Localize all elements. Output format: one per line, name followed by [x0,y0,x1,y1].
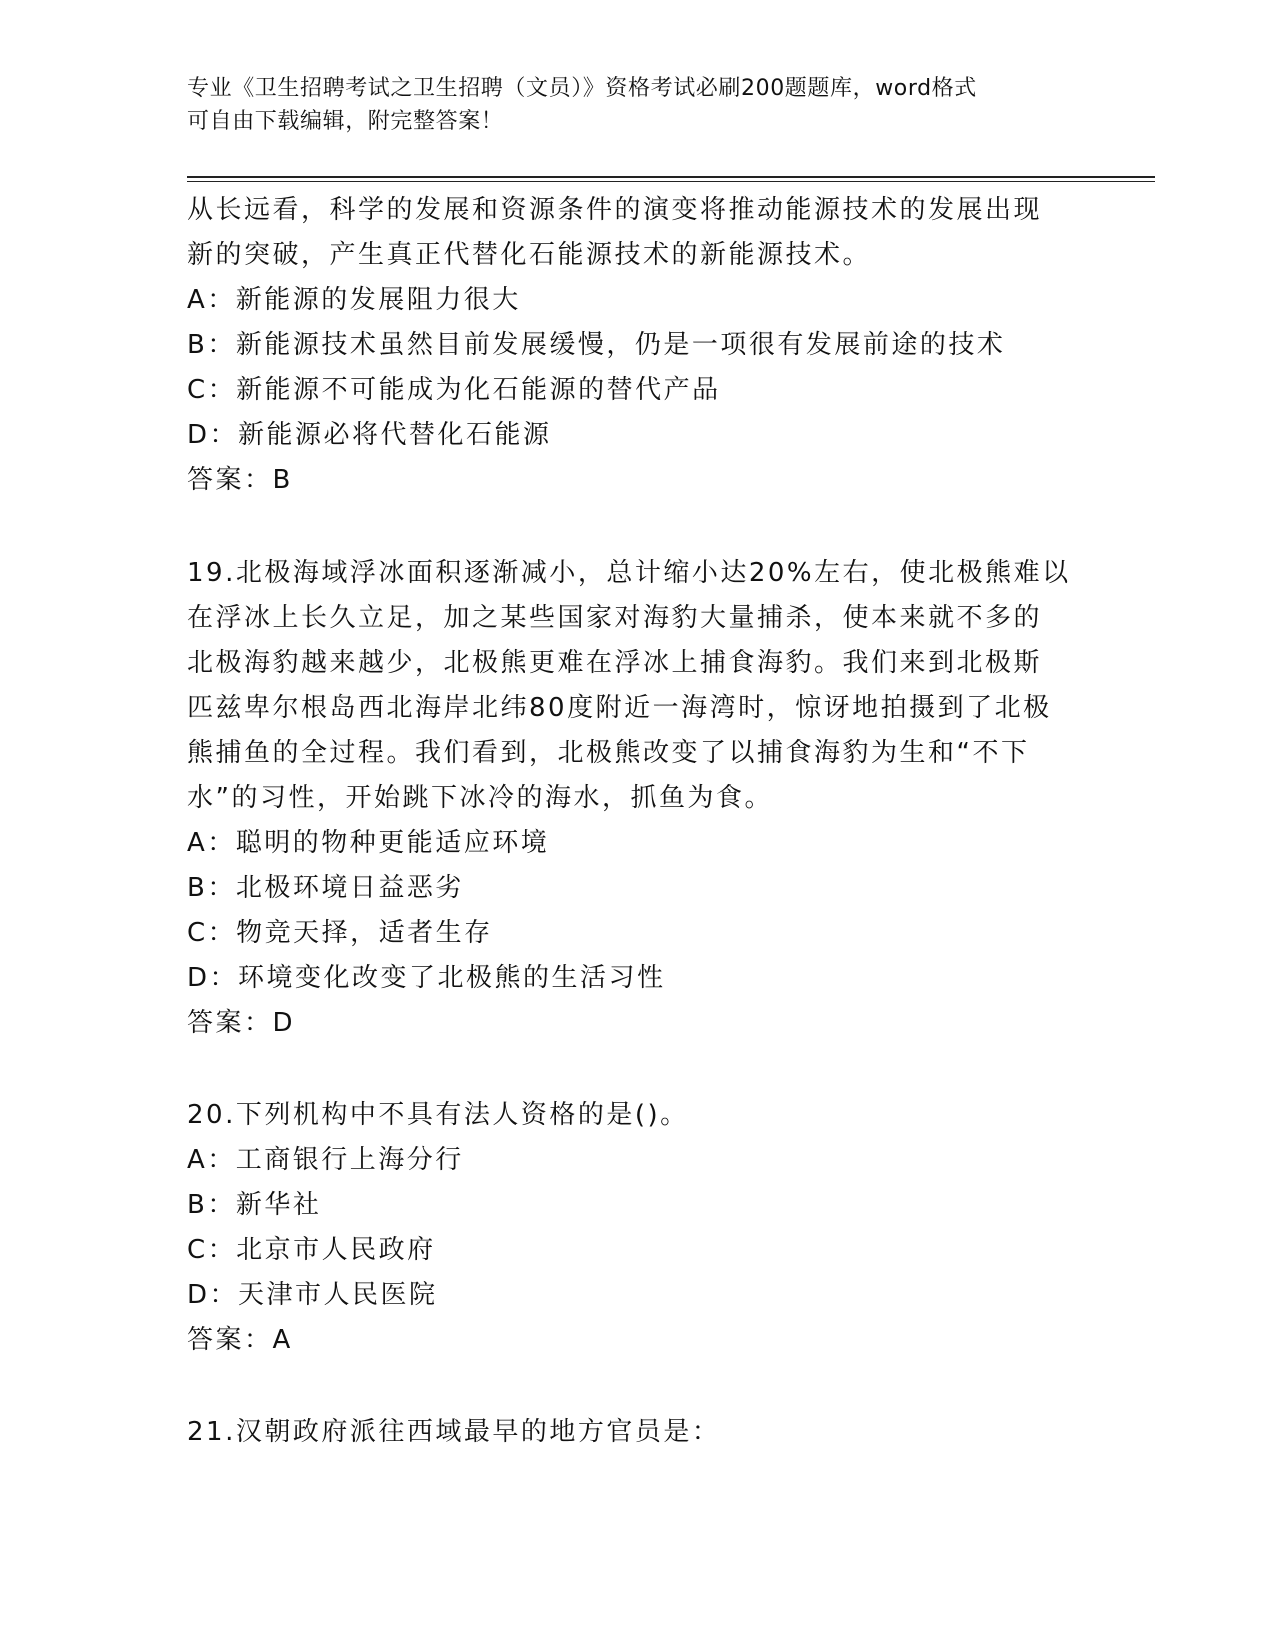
question-20-option-b: B：新华社 [187,1190,322,1220]
question-18 [187,188,1077,503]
question-19-option-a: A：聪明的物种更能适应环境 [187,828,550,858]
question-20-option-d: D：天津市人民医院 [187,1280,438,1310]
question-19-stem-line: 在浮冰上长久立足，加之某些国家对海豹大量捕杀，使本来就不多的 [187,603,1043,633]
question-21-stem: 21.汉朝政府派往西域最早的地方官员是： [187,1417,721,1447]
question-18-option-a: A：新能源的发展阻力很大 [187,285,521,315]
question-19-option-b: B：北极环境日益恶劣 [187,873,464,903]
header-divider-thick [187,176,1155,178]
header-line-1: 专业《卫生招聘考试之卫生招聘（文员）》资格考试必刷200题题库，word格式 [187,76,977,101]
question-19-stem-line: 北极海豹越来越少，北极熊更难在浮冰上捕食海豹。我们来到北极斯 [187,648,1043,678]
question-18-option-c: C：新能源不可能成为化石能源的替代产品 [187,375,721,405]
question-21 [187,1410,1077,1455]
question-18-answer: 答案：B [187,465,293,495]
question-18-stem-line: 从长远看，科学的发展和资源条件的演变将推动能源技术的发展出现 [187,195,1043,225]
spacer [187,1363,1077,1410]
spacer [187,503,1077,551]
spacer [187,1046,1077,1093]
question-19-stem-line: 匹兹卑尔根岛西北海岸北纬80度附近一海湾时，惊讶地拍摄到了北极 [187,693,1052,723]
question-18-option-b: B：新能源技术虽然目前发展缓慢，仍是一项很有发展前途的技术 [187,330,1006,360]
question-20-option-c: C：北京市人民政府 [187,1235,436,1265]
document-body [187,188,1077,1455]
question-19-option-c: C：物竞天择，适者生存 [187,918,493,948]
question-19-stem-line: 19.北极海域浮冰面积逐渐减小，总计缩小达20%左右，使北极熊难以 [187,558,1071,588]
question-19-stem-line: 水”的习性，开始跳下冰冷的海水，抓鱼为食。 [187,783,773,813]
question-18-option-d: D：新能源必将代替化石能源 [187,420,552,450]
header-line-2: 可自由下载编辑，附完整答案！ [187,109,504,134]
document-header [187,72,1077,138]
question-20-option-a: A：工商银行上海分行 [187,1145,464,1175]
question-18-stem-line: 新的突破，产生真正代替化石能源技术的新能源技术。 [187,240,872,270]
question-20-stem: 20.下列机构中不具有法人资格的是()。 [187,1100,689,1130]
question-20 [187,1093,1077,1363]
question-20-answer: 答案：A [187,1325,293,1355]
question-19-option-d: D：环境变化改变了北极熊的生活习性 [187,963,666,993]
question-19-answer: 答案：D [187,1008,296,1038]
header-divider-thin [187,181,1155,182]
question-19 [187,551,1077,1046]
question-19-stem-line: 熊捕鱼的全过程。我们看到，北极熊改变了以捕食海豹为生和“不下 [187,738,1030,768]
